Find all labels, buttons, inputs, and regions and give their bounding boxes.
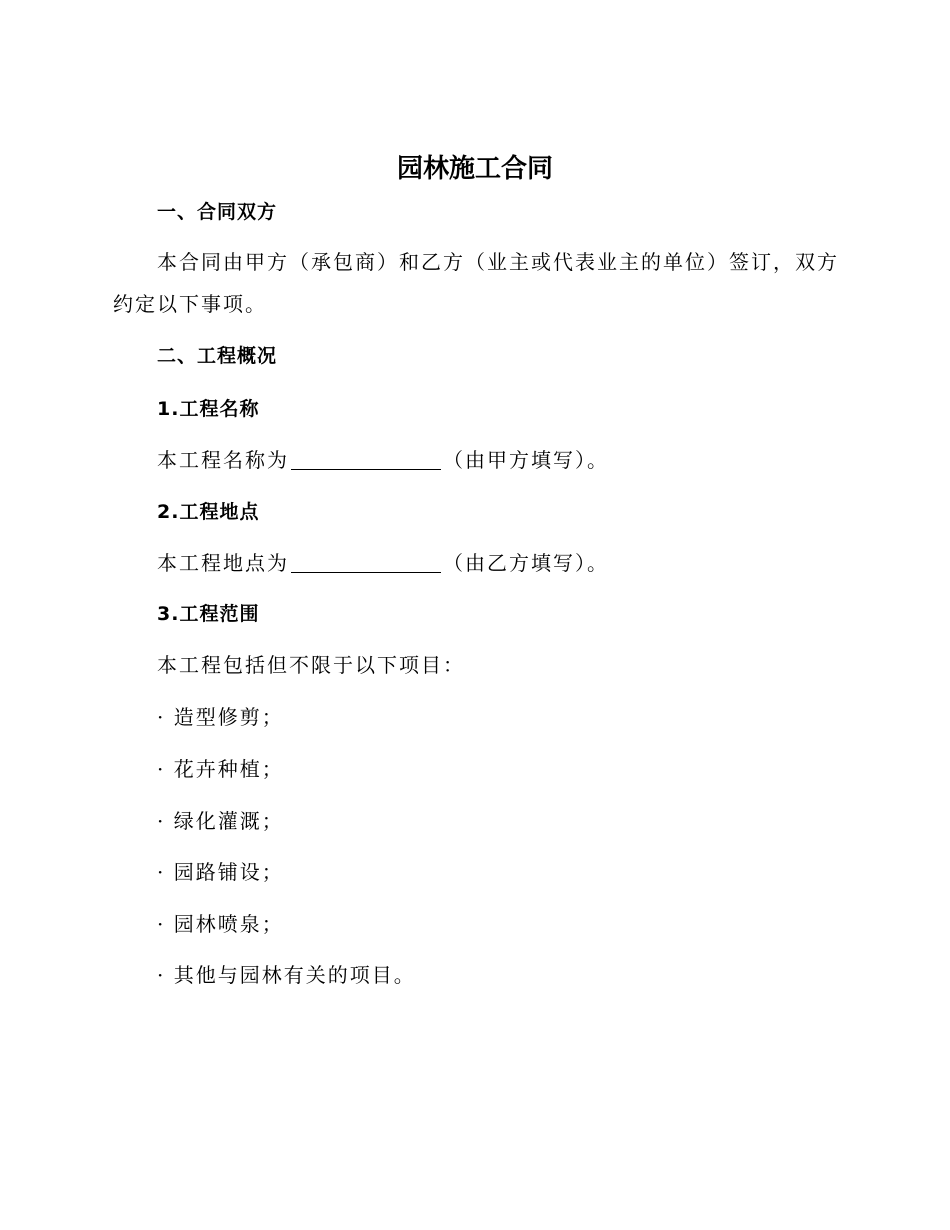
item-3-heading: 3.工程范围 — [157, 603, 260, 625]
item-1-prefix: 本工程名称为 — [157, 448, 289, 472]
item-2-prefix: 本工程地点为 — [157, 551, 289, 575]
scope-list-item: · 绿化灌溉； — [157, 809, 284, 833]
scope-list-item: · 花卉种植； — [157, 757, 284, 781]
section-2-heading: 二、工程概况 — [157, 345, 278, 367]
scope-list-item: · 造型修剪； — [157, 705, 284, 729]
item-3-intro: 本工程包括但不限于以下项目： — [157, 653, 465, 677]
scope-list-item: · 其他与园林有关的项目。 — [157, 963, 416, 987]
item-1-text — [157, 445, 609, 475]
section-1-paragraph-line-2: 约定以下事项。 — [113, 292, 267, 316]
item-1-suffix: （由甲方填写）。 — [443, 448, 609, 472]
item-2-heading: 2.工程地点 — [157, 501, 260, 523]
section-1-heading: 一、合同双方 — [157, 201, 278, 223]
project-location-blank-line — [291, 552, 441, 573]
item-1-heading: 1.工程名称 — [157, 398, 260, 420]
item-2-suffix: （由乙方填写）。 — [443, 551, 609, 575]
project-name-blank-line — [291, 449, 441, 470]
scope-list-item: · 园林喷泉； — [157, 912, 284, 936]
item-2-text — [157, 548, 609, 578]
document-title: 园林施工合同 — [396, 154, 553, 184]
scope-list-item: · 园路铺设； — [157, 860, 284, 884]
section-1-paragraph-line-1: 本合同由甲方（承包商）和乙方（业主或代表业主的单位）签订，双方 — [157, 250, 839, 274]
